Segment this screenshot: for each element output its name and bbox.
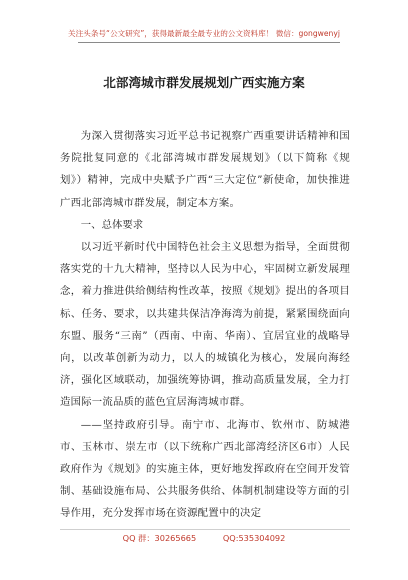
footer-qq-group: QQ 群：30265665 xyxy=(122,533,197,543)
footer-divider xyxy=(60,529,350,530)
section-heading: 一、总体要求 xyxy=(80,218,144,231)
header-divider xyxy=(78,42,340,43)
document-title: 北部湾城市群发展规划广西实施方案 xyxy=(103,75,305,90)
body-paragraph: ——坚持政府引导。南宁市、北海市、钦州市、防城港市、玉林市、崇左市（以下统称广西北部湾经济区6市）人民政府作为《规划》的实施主体，更好地发挥政府在空间开发管制、基础设施布局、公共服务供给、体制机制建设等方面的引导作用，充分发挥市场在资源配置中的决定 xyxy=(60,418,350,520)
footer-qq: QQ:535304092 xyxy=(222,533,286,543)
document-body xyxy=(60,125,350,525)
body-paragraph: 以习近平新时代中国特色社会主义思想为指导，全面贯彻落实党的十九大精神，坚持以人民为中心，牢固树立新发展理念，着力推进供给侧结构性改革，按照《规划》提出的各项目标、任务、要求，以共建共保洁净海湾为前提，紧紧围绕面向东盟、服务“三南”（西南、中南、华南）、宜居宜业的战略导向，以改革创新为动力，以人的城镇化为核心，发展向海经济，强化区域联动，加强统筹协调，推动高质量发展，全力打造国际一流品质的蓝色宜居海湾城市群。 xyxy=(60,241,350,409)
footer xyxy=(0,533,408,544)
intro-paragraph: 为深入贯彻落实习近平总书记视察广西重要讲话精神和国务院批复同意的《北部湾城市群发展规划》（以下简称《规划》）精神，完成中央赋予广西“三大定位”新使命，加快推进广西北部湾城市群发展，制定本方案。 xyxy=(60,130,350,209)
header-banner: 关注头条号“公文研究”，获得最新最全最专业的公文资料库！ 微信：gongwenyj xyxy=(68,29,340,38)
